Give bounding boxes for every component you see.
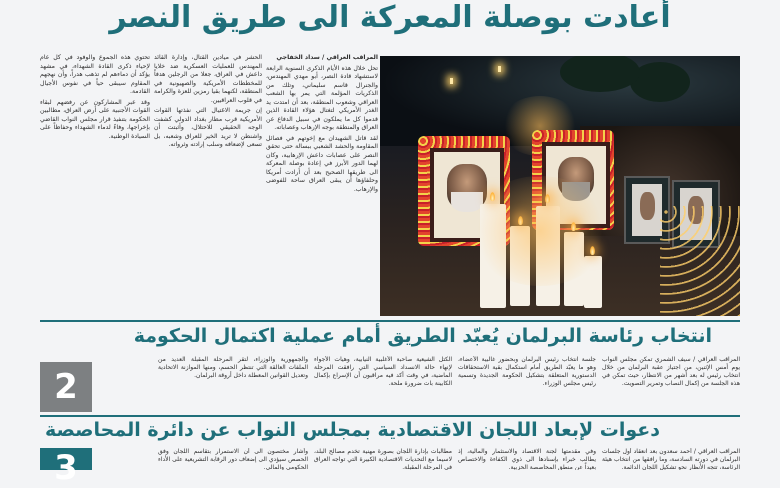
memorial-photo: [380, 56, 740, 316]
article2-text: جلسة انتخاب رئيس البرلمان وبحضور غالبية الأعضاء، وهو ما يعبّد الطريق أمام استكمال بقية الاستحقاقات الدستورية المتعلقة بتشكيل الحكومة الجديدة وتسمية رئيس مجلس الوزراء.: [458, 356, 596, 387]
article2-column: [158, 356, 308, 412]
article3-text: المراقب العراقي / أحمد سعدون بعد انعقاد أول جلسات البرلمان في دورته السادسة، وما رافقها من انتخاب هيئة الرئاسة، تتجه الأنظار نحو تشكيل اللجان الدائمة.: [602, 448, 740, 470]
article3-column: [602, 448, 740, 470]
candle-glow: [470, 176, 610, 286]
article3-column: [314, 448, 452, 470]
main-headline: أعادت بوصلة المعركة الى طريق النصر: [109, 0, 671, 35]
article1-middle-column: [154, 54, 262, 318]
street-light: [450, 78, 453, 84]
article3-column: [158, 448, 308, 470]
article3-title: دعوات لإبعاد اللجان الاقتصادية بمجلس النواب عن دائرة المحاصصة: [44, 419, 660, 441]
article1-paragraph: إن جريمة الاغتيال التي نفذتها القوات الأمريكية قرب مطار بغداد الدولي كشفت الوجه الحقيقي للاحتلال، وأثبتت أن واشنطن لا تريد الخير للعراق وشعبه، بل تسعى لإضعافه وسلب إرادته وثرواته.: [154, 107, 262, 148]
article2-text: والجمهورية والوزراء، لتقر المرحلة المقبلة العديد من الملفات العالقة التي تنتظر الحسم، ومنها الموازنة الاتحادية وتعديل القوانين المعطلة داخل أروقة البرلمان.: [158, 356, 308, 379]
article2-column: [602, 356, 740, 412]
street-light: [498, 66, 501, 72]
article2-column: [314, 356, 452, 412]
article2-text: المراقب العراقي / سيف الشمري تمكن مجلس النواب يوم أمس الإثنين، من اجتياز عقبة البرلمان من خلال انتخاب رئيس له بعد أشهر من الانتظار، حيث تمكن في هذه الجلسة من إكمال النصاب وتمرير التصويت.: [602, 356, 740, 387]
article2-page-number: 2: [40, 362, 92, 412]
article3-column: [458, 448, 596, 470]
article2-title: انتخاب رئاسة البرلمان يُعبّد الطريق أمام عملية اكتمال الحكومة: [133, 325, 712, 347]
article1-paragraph: الحشر في ميادين القتال، وإدارة القائد المهندس للعمليات العسكرية ضد خلايا داعش في العراق، جعلا من الرجلين هدفاً للمخططات الأمريكية والصهيونية في المنطقة، لكنهما بقيا رمزين للعزة والكرامة في قلوب العراقيين.: [154, 54, 262, 104]
article1-paragraph: وقد عبر المشاركون عن رفضهم لبقاء القوات الأجنبية على أرض العراق، مطالبين الحكومة بتنفيذ قرار مجلس النواب القاضي بإخراجها، وفاءً لدماء الشهداء وحفاظاً على السيادة الوطنية.: [40, 98, 150, 140]
article1-paragraph: تحل خلال هذه الأيام الذكرى السنوية الرابعة لاستشهاد قادة النصر، أبو مهدي المهندس، والجنرال قاسم سليماني، وتلك من الذكريات المؤلمة التي يمر بها الشعب العراقي وشعوب المنطقة، بعد أن امتدت يد الغدر الأمريكي لتغتال هؤلاء القادة الذين قدموا كل ما يملكون في سبيل الدفاع عن العراق والمنطقة بوجه الإرهاب وعصاباته.: [266, 64, 378, 131]
article1-paragraph: تحتوي هذه الجموع والوفود في كل عام لإحياء ذكرى القادة الشهداء، في مشهد يؤكد أن دماءهم لم تذهب هدراً، وأن نهجهم المقاوم سيبقى حياً في نفوس الأجيال القادمة.: [40, 54, 150, 95]
article1-left-column: [40, 54, 150, 318]
article3-text: وأشار مختصون الى أن الاستمرار بتقاسم اللجان وفق الحصص سيؤدي الى إضعاف دور الرقابة التشريعية على الأداء الحكومي والمالي.: [158, 448, 308, 470]
article3-page-number: 3: [40, 448, 92, 470]
article3-header-band: [40, 415, 740, 445]
article1-right-column: [266, 54, 378, 318]
article2-header-band: [40, 320, 740, 352]
article1-paragraph: لقد قاتل الشهيدان مع إخوتهم في فصائل المقاومة والحشد الشعبي ببسالة حتى تحقق النصر على عصابات داعش الإرهابية، وكان لهما الدور الأبرز في إعادة بوصلة المعركة الى طريقها الصحيح بعد أن أرادت أمريكا وحلفاؤها أن يبقى العراق ساحة للفوضى والإرهاب.: [266, 134, 378, 193]
article1-byline: المراقب العراقي / سداد الخفاجي: [276, 54, 378, 61]
article2-text: الكتل الشيعية صاحبة الأغلبية النيابية، وهيأت الأجواء لإنهاء حالة الانسداد السياسي التي رافقت المرحلة الماضية، في وقت أكد فيه مراقبون أن الإسراع بإكمال الكابينة بات ضرورة ملحة.: [314, 356, 452, 387]
small-candles: [660, 206, 740, 316]
article2-column: [458, 356, 596, 412]
article3-text: مطالبات بإدارة اللجان بصورة مهنية تخدم مصالح البلد، لاسيما مع التحديات الاقتصادية الكبيرة التي تواجه العراق في المرحلة المقبلة.: [314, 448, 452, 470]
article3-text: وفي مقدمتها لجنة الاقتصاد والاستثمار والمالية، إذ يطالب خبراء بإسنادها الى ذوي الكفاءة والاختصاص بعيداً عن منطق المحاصصة الحزبية.: [458, 448, 596, 470]
